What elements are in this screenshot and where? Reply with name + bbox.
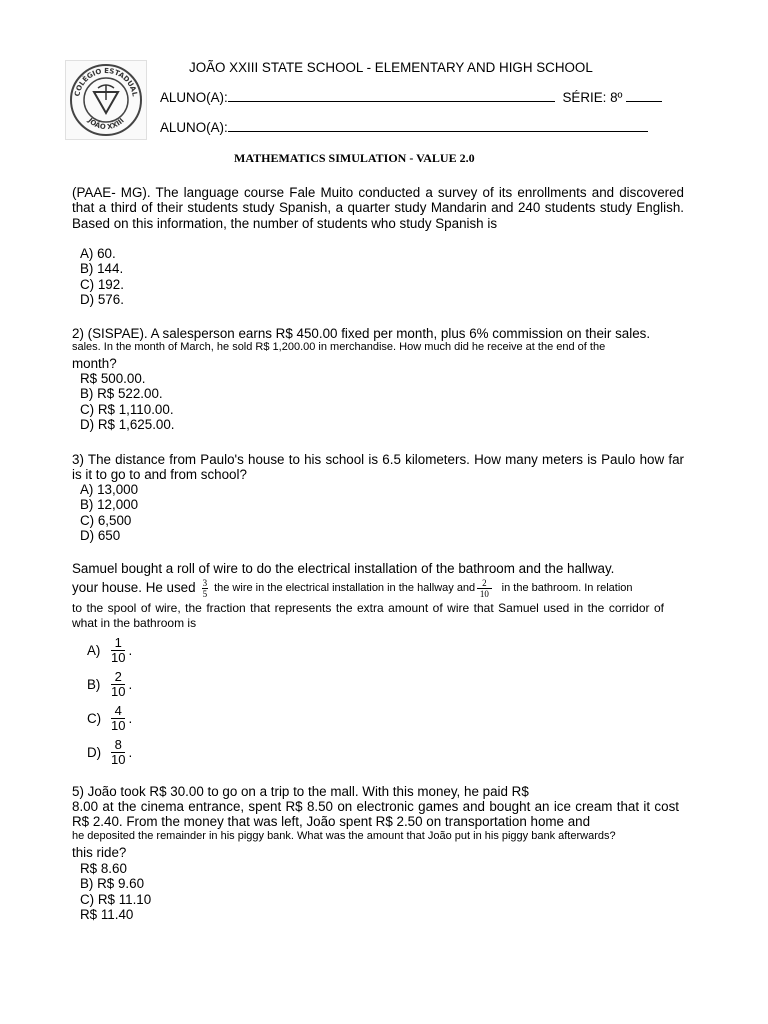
question-4-text-rest: to the spool of wire, the fraction that represents the extra amount of wire that Samuel used in the corridor of what in the bathroom is: [72, 601, 664, 630]
question-3-options: [80, 482, 138, 544]
q3-option-d[interactable]: D) 650: [80, 528, 121, 544]
q4-option-b-label: B): [87, 676, 101, 692]
logo-text-top: COLÉGIO ESTADUAL: [73, 66, 139, 98]
q5-option-c[interactable]: C) R$ 11.10: [80, 891, 152, 907]
q4-option-a-label: A): [87, 642, 101, 658]
question-5-text-2: 8.00 at the cinema entrance, spent R$ 8.50 on electronic games and bought an ice cream that it cost R$ 2.40. From the money that was left, João spent R$ 2.50 on transportation home and: [72, 799, 679, 830]
q4-a-numerator: 1: [111, 636, 125, 651]
q4-line2-part-b: the wire in the electrical installation in the hallway and: [214, 581, 476, 594]
question-4-line-1: Samuel bought a roll of wire to do the electrical installation of the bathroom and the hallway.: [72, 561, 615, 576]
school-logo: [65, 60, 147, 140]
student-label-2: ALUNO(A):: [160, 120, 228, 135]
q4-a-denominator: 10: [111, 649, 126, 665]
question-3-text: 3) The distance from Paulo's house to his school is 6.5 kilometers. How many meters is Paulo how far is it to go to and from school?: [72, 452, 684, 483]
student-label-1: ALUNO(A):: [160, 90, 228, 105]
q5-option-a[interactable]: R$ 8.60: [80, 861, 127, 876]
question-1-text: (PAAE- MG). The language course Fale Muito conducted a survey of its enrollments and discovered that a third of their students study Spanish, a quarter study Mandarin and 240 students study English. Based on this information, the number of students who study Spanish is: [72, 185, 684, 231]
question-2-line-2: sales. In the month of March, he sold R$ 1,200.00 in merchandise. How much did he receive at the end of the: [72, 341, 606, 353]
question-5-line-1: 5) João took R$ 30.00 to go on a trip to the mall. With this money, he paid R$: [72, 784, 529, 799]
serie-label: SÉRIE: 8º: [562, 90, 623, 105]
q1-option-c[interactable]: C) 192.: [80, 276, 124, 292]
question-5-line-5: this ride?: [72, 845, 127, 860]
q2-option-c[interactable]: C) R$ 1,110.00.: [80, 401, 174, 417]
q4-d-denominator: 10: [111, 751, 126, 767]
q2-option-a[interactable]: R$ 500.00.: [80, 371, 146, 386]
q4-option-d[interactable]: D) $\frac{8}{10}$ .: [87, 736, 133, 767]
q4-option-a[interactable]: A) $\frac{1}{10}$ .: [87, 634, 133, 665]
q1-option-b[interactable]: B) 144.: [80, 261, 124, 277]
logo-text-bottom: JOÃO XXIII: [86, 116, 126, 132]
q4-b-denominator: 10: [111, 683, 126, 699]
question-5-line-4: he deposited the remainder in his piggy bank. What was the amount that João put in his piggy bank afterwards?: [72, 830, 616, 842]
frac2-numerator: 2: [477, 578, 492, 589]
question-2-options: [80, 371, 175, 433]
serie-field[interactable]: [626, 101, 662, 102]
q5-option-d[interactable]: R$ 11.40: [80, 907, 134, 923]
question-1-options: [80, 246, 124, 308]
question-4-line-2: [72, 576, 633, 600]
q4-line2-part-a: your house. He used: [72, 580, 196, 596]
q4-line2-part-c: in the bathroom. In relation: [501, 581, 633, 594]
q4-c-numerator: 4: [111, 704, 125, 719]
fraction-two-tenths: [477, 578, 492, 599]
student-line-1: [160, 90, 662, 105]
q4-option-b-fraction: [111, 670, 125, 699]
question-2-line-1: 2) (SISPAE). A salesperson earns R$ 450.00 fixed per month, plus 6% commission on their sales.: [72, 326, 651, 341]
q5-option-b[interactable]: B) R$ 9.60: [80, 876, 145, 892]
q4-option-c-fraction: [111, 704, 125, 733]
q4-b-numerator: 2: [111, 670, 125, 685]
school-name: JOÃO XXIII STATE SCHOOL - ELEMENTARY AND HIGH SCHOOL: [189, 60, 593, 75]
q1-option-a[interactable]: A) 60.: [80, 246, 116, 261]
frac1-denominator: 5: [202, 588, 208, 599]
q4-option-d-fraction: [111, 738, 125, 767]
q2-option-d[interactable]: D) R$ 1,625.00.: [80, 417, 175, 433]
frac1-numerator: 3: [202, 577, 208, 588]
q3-option-c[interactable]: C) 6,500: [80, 512, 132, 528]
q3-option-b[interactable]: B) 12,000: [80, 497, 139, 513]
q4-option-a-fraction: [111, 636, 125, 665]
student-name-field-2[interactable]: [228, 131, 648, 132]
q4-option-d-label: D): [87, 744, 102, 760]
q3-option-a[interactable]: A) 13,000: [80, 482, 139, 497]
question-2-line-3: month?: [72, 356, 117, 371]
school-logo-graphic: [65, 60, 147, 140]
student-line-2: [160, 120, 648, 135]
q4-option-b[interactable]: B) $\frac{2}{10}$ .: [87, 668, 133, 699]
q2-option-b[interactable]: B) R$ 522.00.: [80, 386, 163, 402]
q4-c-denominator: 10: [111, 717, 126, 733]
q4-option-c[interactable]: C) $\frac{4}{10}$ .: [87, 702, 133, 733]
q4-d-numerator: 8: [111, 738, 125, 753]
page-title: MATHEMATICS SIMULATION - VALUE 2.0: [234, 151, 475, 165]
student-name-field-1[interactable]: [228, 101, 555, 102]
fraction-three-fifths: [202, 578, 209, 599]
q1-option-d[interactable]: D) 576.: [80, 292, 124, 308]
frac2-denominator: 10: [479, 588, 489, 599]
question-4-options: [87, 633, 132, 769]
q4-option-c-label: C): [87, 710, 102, 726]
question-5-options: [80, 861, 151, 923]
